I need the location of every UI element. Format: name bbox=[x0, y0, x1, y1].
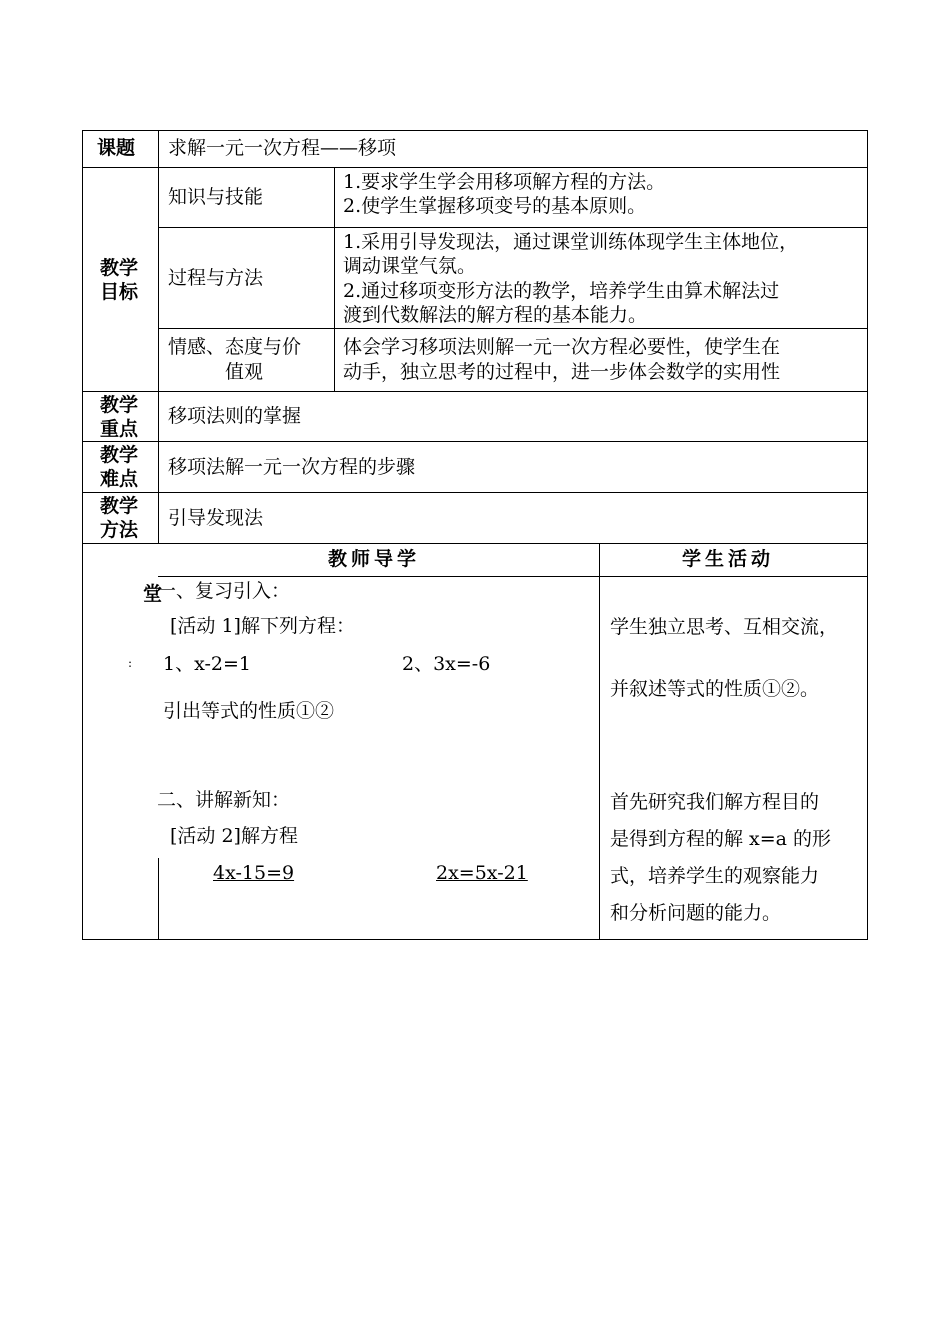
difficulty-value: 移项法解一元一次方程的步骤 bbox=[168, 456, 416, 478]
activity-1: [活动 1]解下列方程： bbox=[170, 615, 355, 637]
equality-property: 引出等式的性质①② bbox=[163, 700, 335, 722]
objective-text: 体会学习移项法则解一元一次方程必要性，使学生在 bbox=[343, 336, 781, 358]
equation-2: 2、3x=-6 bbox=[402, 653, 491, 675]
keypoint-value: 移项法则的掌握 bbox=[168, 405, 302, 427]
border-row1 bbox=[82, 167, 868, 168]
method-label-line1: 教学 bbox=[100, 495, 139, 517]
method-value: 引导发现法 bbox=[168, 507, 264, 529]
objective-text: 1.要求学生学会用移项解方程的方法。 bbox=[343, 171, 666, 193]
difficulty-label-line1: 教学 bbox=[100, 444, 139, 466]
student-activity-line: 学生独立思考、互相交流， bbox=[610, 616, 839, 638]
process-side-label: 堂 bbox=[143, 583, 163, 605]
objectives-label-line2: 目标 bbox=[100, 281, 139, 303]
equation-1: 1、x-2=1 bbox=[163, 653, 251, 675]
activity-2: [活动 2]解方程 bbox=[170, 825, 298, 847]
border-difficulty-bottom bbox=[82, 492, 868, 493]
student-column-header: 学生活动 bbox=[682, 548, 775, 570]
objective-category-process: 过程与方法 bbox=[168, 267, 264, 289]
border-method-bottom bbox=[82, 543, 868, 544]
student-activity-line: 首先研究我们解方程目的 bbox=[610, 791, 820, 813]
keypoint-label-line2: 重点 bbox=[100, 418, 139, 440]
border-left bbox=[82, 130, 83, 940]
border-process-divider bbox=[599, 543, 600, 940]
objective-category-attitude-line1: 情感、态度与价 bbox=[168, 336, 302, 358]
border-objective-2 bbox=[158, 328, 868, 329]
student-activity-line: 是得到方程的解 x=a 的形 bbox=[610, 828, 832, 850]
teacher-content bbox=[157, 577, 596, 937]
objective-text: 动手，独立思考的过程中，进一步体会数学的实用性 bbox=[343, 361, 781, 383]
border-label-col-lower bbox=[158, 858, 159, 940]
objective-category-attitude-line2: 值观 bbox=[225, 361, 264, 383]
objective-text: 2.使学生掌握移项变号的基本原则。 bbox=[343, 195, 647, 217]
border-top bbox=[82, 130, 868, 131]
review-title: 一、复习引入： bbox=[157, 580, 291, 602]
border-label-col bbox=[158, 130, 159, 544]
border-bottom bbox=[82, 939, 868, 940]
border-category-col bbox=[334, 167, 335, 392]
student-activity-line: 并叙述等式的性质①②。 bbox=[610, 678, 820, 700]
objective-text: 渡到代数解法的解方程的基本能力。 bbox=[343, 304, 648, 326]
border-objectives-bottom bbox=[82, 391, 868, 392]
objective-text: 调动课堂气氛。 bbox=[343, 255, 477, 277]
border-keypoint-bottom bbox=[82, 441, 868, 442]
topic-value: 求解一元一次方程——移项 bbox=[168, 137, 397, 159]
difficulty-label-line2: 难点 bbox=[100, 468, 139, 490]
border-right bbox=[867, 130, 868, 940]
objective-text: 1.采用引导发现法，通过课堂训练体现学生主体地位， bbox=[343, 231, 799, 253]
method-label-line2: 方法 bbox=[100, 519, 139, 541]
border-objective-1 bbox=[158, 227, 868, 228]
student-activity-line: 和分析问题的能力。 bbox=[610, 902, 782, 924]
student-activity-line: 式，培养学生的观察能力 bbox=[610, 865, 820, 887]
objective-category-knowledge: 知识与技能 bbox=[168, 186, 264, 208]
topic-label: 课题 bbox=[97, 137, 136, 159]
new-knowledge-title: 二、讲解新知： bbox=[157, 789, 291, 811]
objectives-label-line1: 教学 bbox=[100, 257, 139, 279]
keypoint-label-line1: 教学 bbox=[100, 394, 139, 416]
process-side-mark: : bbox=[128, 656, 133, 670]
teacher-column-header: 教师导学 bbox=[328, 548, 421, 570]
equation-4: 2x=5x-21 bbox=[436, 862, 528, 884]
objective-text: 2.通过移项变形方法的教学，培养学生由算术解法过 bbox=[343, 280, 780, 302]
equation-3: 4x-15=9 bbox=[213, 862, 295, 884]
